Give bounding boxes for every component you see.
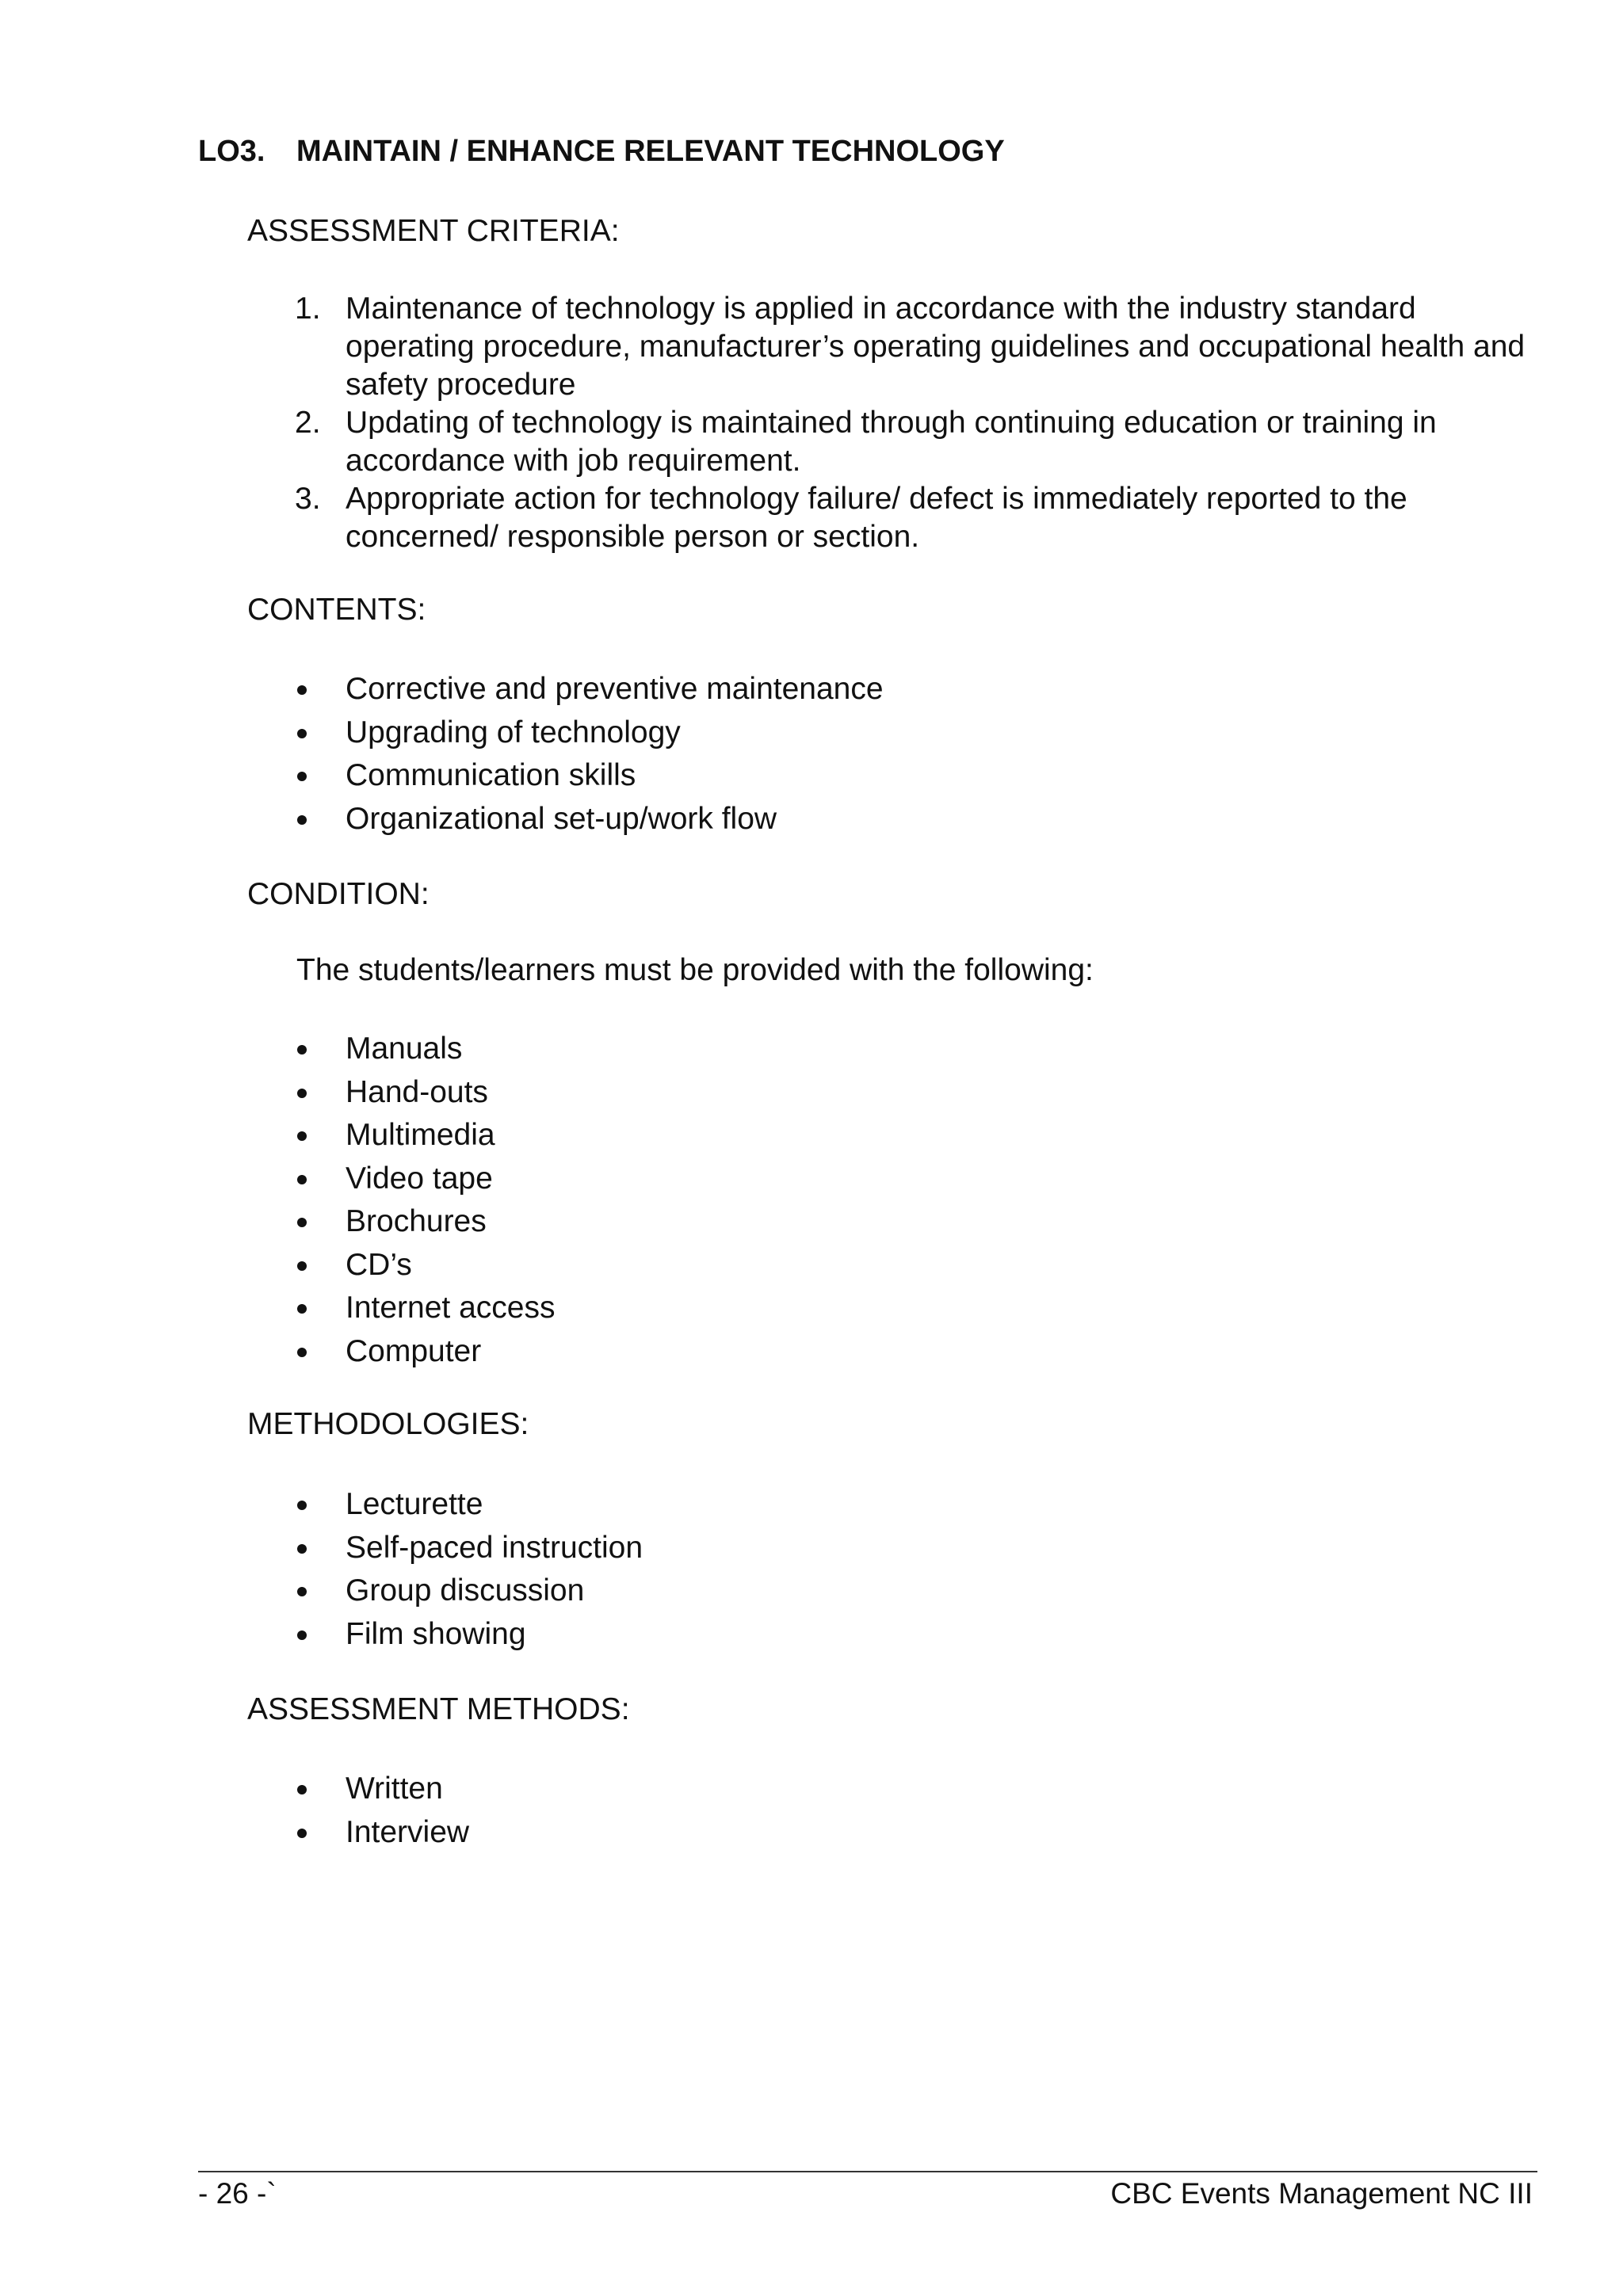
criteria-number: 2. [295, 406, 321, 440]
list-item-text: Video tape [346, 1161, 493, 1196]
assessment-methods-label: ASSESSMENT METHODS: [247, 1692, 630, 1726]
learning-outcome-heading [198, 135, 1005, 169]
bullet-icon [297, 685, 307, 695]
criteria-item [295, 290, 1531, 404]
bullet-icon [297, 1218, 307, 1227]
footer-divider [198, 2171, 1537, 2172]
criteria-item [295, 404, 1531, 480]
list-item-text: Written [346, 1772, 443, 1806]
assessment-criteria-label: ASSESSMENT CRITERIA: [247, 214, 620, 248]
list-item-text: Hand-outs [346, 1074, 488, 1109]
contents-label: CONTENTS: [247, 593, 426, 627]
list-item [295, 1200, 555, 1244]
list-item [295, 1028, 555, 1071]
bullet-icon [297, 1587, 307, 1596]
list-item [295, 754, 884, 798]
list-item [295, 1287, 555, 1330]
list-item-text: Multimedia [346, 1118, 495, 1152]
bullet-icon [297, 1829, 307, 1838]
bullet-icon [297, 1045, 307, 1055]
bullet-icon [297, 1785, 307, 1794]
list-item [295, 1613, 643, 1657]
bullet-icon [297, 1348, 307, 1357]
list-item [295, 1527, 643, 1570]
methodologies-list [295, 1483, 643, 1656]
list-item [295, 668, 884, 711]
methodologies-label: METHODOLOGIES: [247, 1407, 529, 1441]
list-item [295, 1811, 469, 1855]
criteria-item [295, 480, 1531, 556]
bullet-icon [297, 1501, 307, 1510]
list-item-text: Organizational set-up/work flow [346, 801, 777, 836]
condition-intro: The students/learners must be provided with the following: [296, 953, 1094, 987]
criteria-text: Maintenance of technology is applied in accordance with the industry standard operating procedure, manufacturer’s operating guidelines and occupational health and safety procedure [346, 292, 1526, 402]
criteria-text: Updating of technology is maintained through continuing education or training in accordance with job requirement. [346, 406, 1437, 478]
list-item [295, 711, 884, 755]
condition-label: CONDITION: [247, 877, 430, 911]
list-item-text: Brochures [346, 1204, 487, 1238]
list-item-text: Corrective and preventive maintenance [346, 672, 884, 706]
assessment-criteria-list [295, 290, 1531, 556]
list-item [295, 1768, 469, 1811]
criteria-number: 1. [295, 292, 321, 326]
page-number: - 26 -` [198, 2177, 277, 2210]
list-item-text: CD’s [346, 1247, 412, 1282]
condition-list [295, 1028, 555, 1373]
criteria-number: 3. [295, 482, 321, 516]
bullet-icon [297, 1261, 307, 1271]
list-item-text: Film showing [346, 1616, 526, 1651]
criteria-text: Appropriate action for technology failure/ defect is immediately reported to the concerned/ responsible person or section. [346, 482, 1407, 554]
list-item [295, 1114, 555, 1158]
bullet-icon [297, 1131, 307, 1141]
list-item [295, 1483, 643, 1527]
bullet-icon [297, 729, 307, 738]
list-item-text: Manuals [346, 1032, 463, 1066]
bullet-icon [297, 1544, 307, 1554]
list-item-text: Self-paced instruction [346, 1530, 643, 1565]
bullet-icon [297, 815, 307, 825]
learning-outcome-title: MAINTAIN / ENHANCE RELEVANT TECHNOLOGY [296, 135, 1005, 168]
list-item-text: Interview [346, 1814, 470, 1849]
list-item-text: Internet access [346, 1291, 556, 1325]
list-item-text: Group discussion [346, 1573, 585, 1608]
list-item-text: Upgrading of technology [346, 715, 681, 749]
assessment-methods-list [295, 1768, 469, 1854]
list-item [295, 1569, 643, 1613]
list-item [295, 1071, 555, 1115]
list-item-text: Communication skills [346, 758, 636, 792]
bullet-icon [297, 1175, 307, 1184]
bullet-icon [297, 1630, 307, 1640]
list-item-text: Lecturette [346, 1487, 483, 1521]
list-item [295, 1330, 555, 1374]
list-item [295, 1244, 555, 1287]
contents-list [295, 668, 884, 841]
list-item [295, 798, 884, 841]
bullet-icon [297, 1089, 307, 1098]
bullet-icon [297, 1304, 307, 1314]
bullet-icon [297, 772, 307, 781]
learning-outcome-number: LO3. [198, 135, 265, 168]
list-item-text: Computer [346, 1333, 482, 1368]
footer-document-title: CBC Events Management NC III [1110, 2177, 1533, 2210]
list-item [295, 1158, 555, 1201]
